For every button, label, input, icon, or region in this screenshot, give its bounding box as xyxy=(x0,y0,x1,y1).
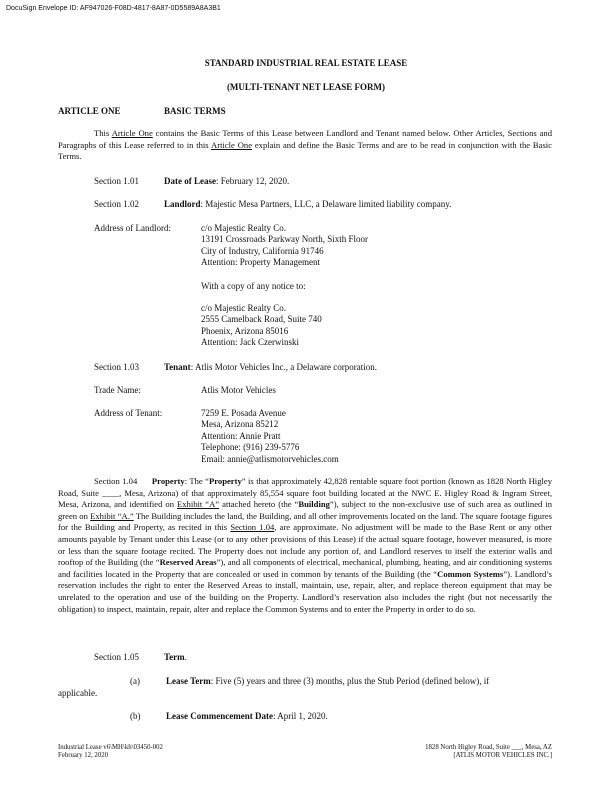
section-1-02-text: Landlord: Majestic Mesa Partners, LLC, a Delaware limited liability company. xyxy=(164,199,452,209)
term-a-letter: (a) xyxy=(130,676,140,686)
section-1-03-text: Tenant: Atlis Motor Vehicles Inc., a Delaware corporation. xyxy=(164,362,377,372)
section-1-05-number: Section 1.05 xyxy=(94,652,139,662)
section-1-04-paragraph: Section 1.04 Property: The “Property” is that approximately 42,828 rentable square foot portion (known as 1828 North Higley Road, Suite ____, Mesa, Arizona) of that approximately 85,554 square foot building located at the NWC E. Higley Road & Ingram Street, Mesa, Arizona, and identified on Exhibit “A” attached hereto (the “Building”), subject to the non-exclusive use of such area as outlined in green on Exhibit “A.” The Building includes the land, the Building, and all other improvements located on the land. The square footage figures for the Building and Property, as recited in this Section 1.04, are approximate. No adjustment will be made to the Base Rent or any other amounts payable by Tenant under this Lease (or to any other provisions of this Lease) if the actual square footage, however measured, is more or less than the square footage recited. The Property does not include any portion of, and Landlord reserves to itself the exterior walls and rooftop of the Building (the “Reserved Areas”), and all components of electrical, mechanical, plumbing, heating, and air conditioning systems and facilities located in the Property that are concealed or used in common by tenants of the Building (the “Common Systems”). Landlord’s reservation includes the right to enter the Reserved Areas to install, maintain, use, repair, alter, and replace thereon equipment that may be unrelated to the operation and use of the building on the Property. Landlord’s reservation also includes the right (but not necessarily the obligation) to inspect, maintain, repair, alter and replace the Common Systems and to enter the Property in order to do so. xyxy=(58,476,553,614)
landlord-address-label: Address of Landlord: xyxy=(94,223,171,233)
term-a-continuation: applicable. xyxy=(58,688,98,698)
docusign-envelope-id: DocuSign Envelope ID: AF947026-F08D-4817-8A87-0D5589A8A3B1 xyxy=(6,5,221,12)
footer-left: Industrial Lease v6\MH\kh\03450-002 February 12, 2020 xyxy=(58,744,163,759)
section-1-05-text: Term. xyxy=(164,652,187,662)
section-1-03-number: Section 1.03 xyxy=(94,362,139,372)
section-1-02-number: Section 1.02 xyxy=(94,199,139,209)
footer-right: 1828 North Higley Road, Suite ___, Mesa, AZ [ATLIS MOTOR VEHICLES INC.] xyxy=(425,744,552,759)
intro-paragraph: This Article One contains the Basic Terms of this Lease between Landlord and Tenant named below. Other Articles, Sections and Paragraphs of this Lease referred to in this Article One explain and define the Basic Terms and are to be read in conjunction with the Basic Terms. xyxy=(58,128,553,162)
term-a-text: Lease Term: Five (5) years and three (3) months, plus the Stub Period (defined below), if xyxy=(166,676,490,686)
trade-name-label: Trade Name: xyxy=(94,385,141,395)
term-b-letter: (b) xyxy=(130,711,141,721)
landlord-address: c/o Majestic Realty Co. 13191 Crossroads Parkway North, Sixth Floor City of Industry, California 91746 Attention: Property Management xyxy=(201,223,368,268)
section-1-01-number: Section 1.01 xyxy=(94,176,139,186)
section-1-01-text: Date of Lease: February 12, 2020. xyxy=(164,176,290,186)
term-b-text: Lease Commencement Date: April 1, 2020. xyxy=(166,711,328,721)
tenant-address: 7259 E. Posada Avenue Mesa, Arizona 85212 Attention: Annie Pratt Telephone: (916) 239-5776 Email: annie@atlismotorvehicles.com xyxy=(201,408,339,464)
tenant-address-label: Address of Tenant: xyxy=(94,408,163,418)
article-label: ARTICLE ONE xyxy=(58,106,121,116)
landlord-copy-address: c/o Majestic Realty Co. 2555 Camelback Road, Suite 740 Phoenix, Arizona 85016 Attention: Jack Czerwinski xyxy=(201,303,322,348)
document-subtitle: (MULTI-TENANT NET LEASE FORM) xyxy=(226,82,386,92)
document-title: STANDARD INDUSTRIAL REAL ESTATE LEASE xyxy=(204,58,408,68)
trade-name-value: Atlis Motor Vehicles xyxy=(201,385,276,395)
copy-notice-note: With a copy of any notice to: xyxy=(201,281,306,291)
article-heading: BASIC TERMS xyxy=(164,106,226,116)
